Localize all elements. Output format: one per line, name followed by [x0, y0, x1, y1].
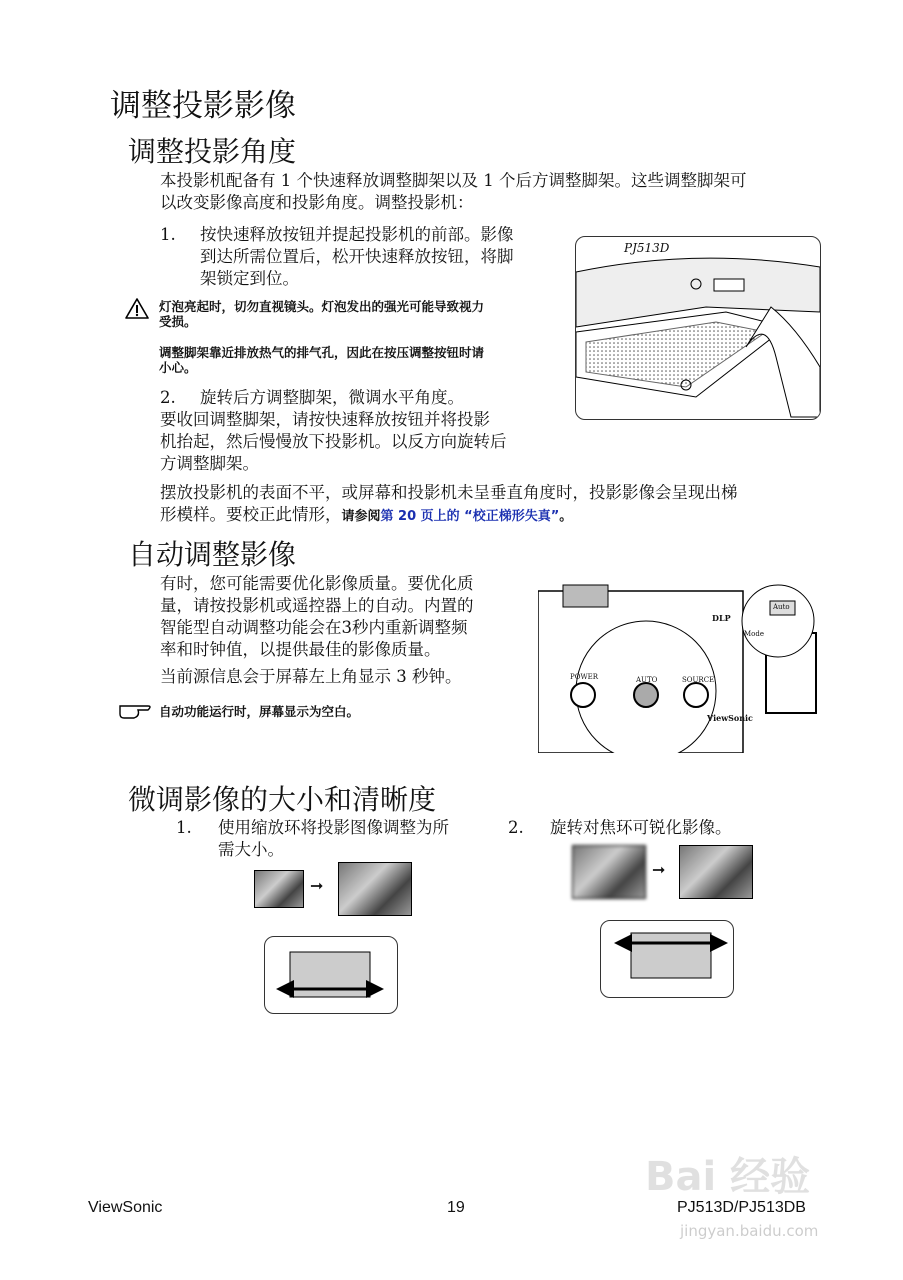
- step-text: 旋转后方调整脚架，微调水平角度。: [200, 388, 464, 407]
- model-label: PJ513D: [624, 241, 670, 255]
- focus-step: 旋转对焦环可锐化影像。: [550, 818, 732, 837]
- step-line: 到达所需位置后，松开快速释放按钮，将脚: [200, 247, 514, 266]
- projector-foot-illustration: [575, 236, 821, 420]
- page-title: 调整投影影像: [110, 88, 296, 124]
- step-number: 2.: [508, 818, 524, 837]
- arrow-right-icon: ➞: [310, 876, 324, 895]
- sharp-image-sample: [679, 845, 753, 899]
- footer-brand: ViewSonic: [88, 1199, 163, 1216]
- text-line: 需大小。: [218, 840, 284, 859]
- power-label: POWER: [570, 673, 599, 681]
- watermark-url: jingyan.baidu.com: [680, 1222, 819, 1240]
- small-image-sample: [254, 870, 304, 908]
- zoom-ring-illustration: [264, 936, 398, 1014]
- source-info-text: 当前源信息会于屏幕左上角显示 3 秒钟。: [160, 667, 462, 686]
- blurry-image-sample: [572, 845, 646, 899]
- text-line: 有时，您可能需要优化影像质量。要优化质: [160, 574, 474, 593]
- warning-icon: [124, 297, 150, 321]
- large-image-sample: [338, 862, 412, 916]
- zoom-step: [218, 817, 449, 861]
- step-number: 1.: [176, 818, 192, 837]
- text-line: 率和时钟值，以提供最佳的影像质量。: [160, 640, 441, 659]
- auto-button-label: Auto: [773, 603, 790, 611]
- intro-line: 以改变影像高度和投影角度。调整投影机：: [160, 193, 474, 212]
- text-line: 使用缩放环将投影图像调整为所: [218, 818, 449, 837]
- footer-model: PJ513D/PJ513DB: [677, 1199, 806, 1216]
- dlp-logo: DLP: [712, 613, 731, 623]
- arrow-right-icon: ➞: [652, 860, 666, 879]
- intro-line: 本投影机配备有 1 个快速释放调整脚架以及 1 个后方调整脚架。这些调整脚架可: [160, 171, 747, 190]
- caution-text: [159, 345, 484, 375]
- text-line: 机抬起，然后慢慢放下投影机。以反方向旋转后: [160, 432, 507, 451]
- warning-text: [159, 299, 484, 329]
- keystone-line: [160, 504, 572, 528]
- focus-ring-drawing: [601, 921, 733, 997]
- keystone-line: 摆放投影机的表面不平，或屏幕和投影机未呈垂直角度时，投影影像会呈现出梯: [160, 483, 738, 502]
- source-label: SOURCE: [682, 676, 715, 684]
- keystone-link[interactable]: 第 20 页上的 “校正梯形失真”: [380, 509, 560, 524]
- see-text: 请参阅: [341, 509, 381, 524]
- projector-tilt-drawing: [576, 237, 820, 419]
- text-line: 要收回调整脚架，请按快速释放按钮并将投影: [160, 410, 490, 429]
- section-heading-angle: 调整投影角度: [128, 135, 297, 168]
- step-line: 按快速释放按钮并提起投影机的前部。影像: [200, 225, 514, 244]
- caution-line: 调整脚架靠近排放热气的排气孔，因此在按压调整按钮时请: [159, 345, 485, 360]
- warning-line: 灯泡亮起时，切勿直视镜头。灯泡发出的强光可能导致视力: [159, 299, 485, 314]
- step-text: [200, 224, 514, 290]
- auto-paragraph: [160, 573, 474, 661]
- step-number: 1.: [160, 225, 176, 244]
- zoom-ring-drawing: [265, 937, 397, 1013]
- control-panel-illustration: [538, 583, 818, 753]
- step-line: 架锁定到位。: [200, 269, 299, 288]
- retract-text: [160, 409, 507, 475]
- watermark-logo: Bai 经验: [645, 1154, 811, 1200]
- warning-line: 受损。: [159, 314, 197, 329]
- auto-note: 自动功能运行时，屏幕显示为空白。: [159, 704, 360, 719]
- caution-line: 小心。: [159, 360, 197, 375]
- auto-label: AUTO: [636, 676, 658, 684]
- section-heading-auto: 自动调整影像: [128, 538, 297, 571]
- focus-ring-illustration: [600, 920, 734, 998]
- keystone-text: 形模样。要校正此情形，: [160, 505, 342, 524]
- text-line: 量，请按投影机或遥控器上的自动。内置的: [160, 596, 474, 615]
- period: 。: [559, 509, 573, 524]
- pointing-hand-icon: [118, 702, 154, 720]
- brand-label: ViewSonic: [707, 713, 753, 723]
- page-number: 19: [447, 1199, 465, 1216]
- text-line: 智能型自动调整功能会在3秒内重新调整频: [160, 618, 468, 637]
- section-heading-zoom-focus: 微调影像的大小和清晰度: [128, 783, 437, 816]
- text-line: 方调整脚架。: [160, 454, 259, 473]
- step-number: 2.: [160, 388, 176, 407]
- mode-label: Mode: [744, 630, 765, 638]
